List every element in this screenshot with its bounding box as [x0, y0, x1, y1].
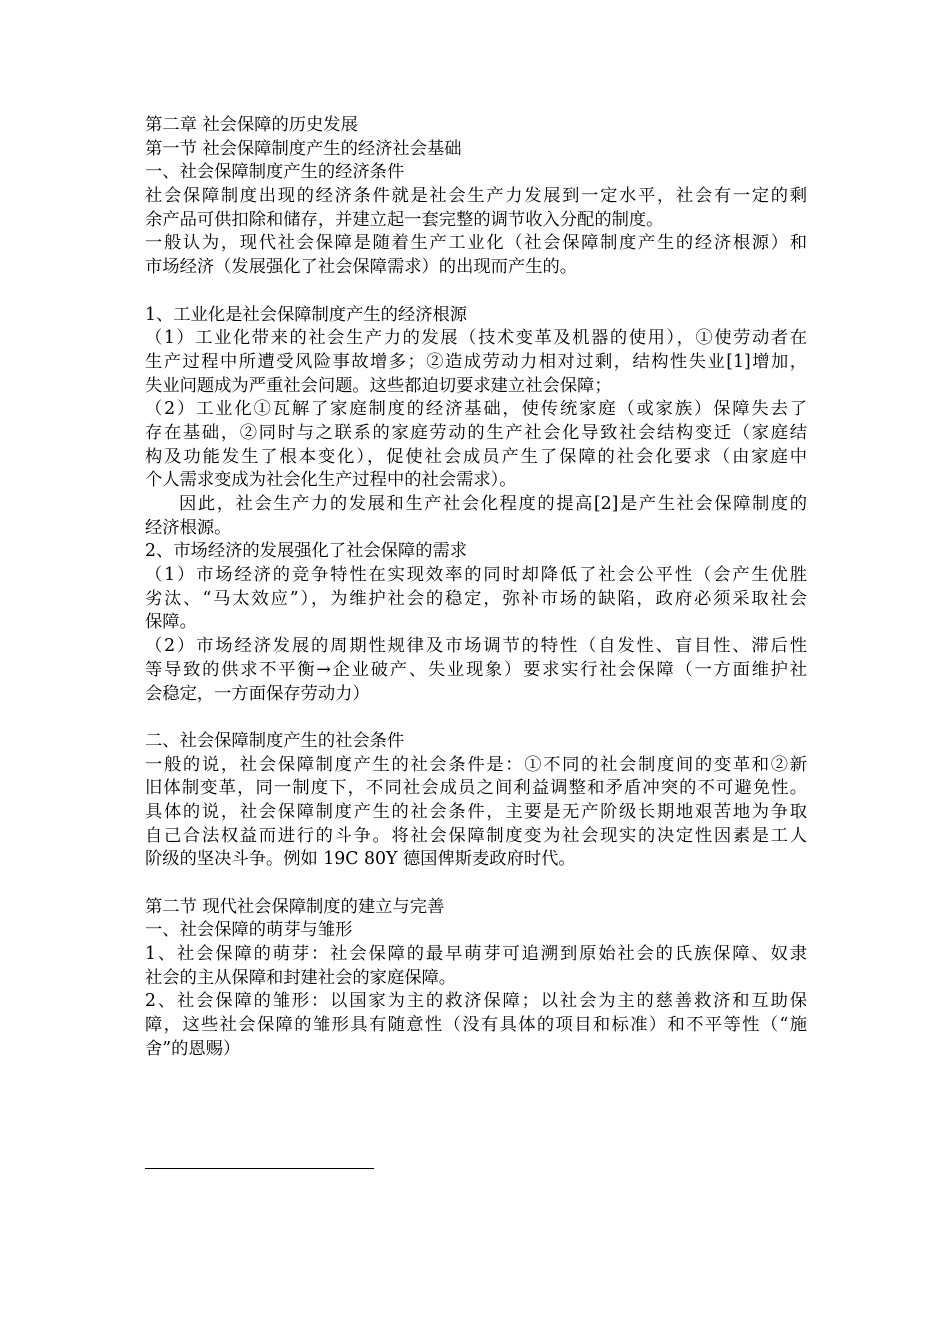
text-line: 会稳定，一方面保存劳动力） — [145, 683, 370, 704]
text-line: 经济根源。 — [145, 517, 232, 538]
text-line: 具体的说，社会保障制度产生的社会条件，主要是无产阶级长期地艰苦地为争取 — [145, 801, 807, 822]
text-line: 等导致的供求不平衡→企业破产、失业现象）要求实行社会保障（一方面维护社 — [145, 659, 807, 680]
text-line: 保障。 — [145, 612, 197, 633]
text-line: （2）市场经济发展的周期性规律及市场调节的特性（自发性、盲目性、滞后性 — [145, 636, 807, 657]
text-line: 一般的说，社会保障制度产生的社会条件是：①不同的社会制度间的变革和②新 — [145, 754, 807, 775]
text-line: 一般认为，现代社会保障是随着生产工业化（社会保障制度产生的经济根源）和 — [145, 233, 807, 254]
text-line: 劣汰、“马太效应”），为维护社会的稳定，弥补市场的缺陷，政府必须采取社会 — [145, 588, 807, 609]
text-line: （1）工业化带来的社会生产力的发展（技术变革及机器的使用），①使劳动者在 — [145, 328, 807, 349]
text-line: 市场经济（发展强化了社会保障需求）的出现而产生的。 — [145, 257, 578, 278]
text-line: 障，这些社会保障的雏形具有随意性（没有具体的项目和标准）和不平等性（“施 — [145, 1015, 807, 1036]
text-line: 一、社会保障的萌芽与雏形 — [145, 920, 353, 941]
text-line: 构及功能发生了根本变化），促使社会成员产生了保障的社会化要求（由家庭中 — [145, 446, 807, 467]
text-line: 舍”的恩赐） — [145, 1038, 241, 1059]
document-page — [145, 114, 807, 1062]
blank-line — [145, 706, 807, 730]
text-line: 社会保障制度出现的经济条件就是社会生产力发展到一定水平，社会有一定的剩 — [145, 186, 807, 207]
text-line: 第二节 现代社会保障制度的建立与完善 — [145, 896, 445, 917]
text-line: 2、市场经济的发展强化了社会保障的需求 — [145, 541, 468, 562]
text-line: 旧体制变革，同一制度下，不同社会成员之间利益调整和矛盾冲突的不可避免性。 — [145, 778, 807, 799]
text-line: 失业问题成为严重社会问题。这些都迫切要求建立社会保障； — [145, 375, 612, 396]
text-line: 社会的主从保障和封建社会的家庭保障。 — [145, 967, 457, 988]
text-line: 个人需求变成为社会化生产过程中的社会需求）。 — [145, 470, 517, 491]
text-line: 第二章 社会保障的历史发展 — [145, 115, 358, 135]
text-line: 自己合法权益而进行的斗争。将社会保障制度变为社会现实的决定性因素是工人 — [145, 825, 807, 846]
footnote-separator — [145, 1168, 374, 1169]
text-line: （2）工业化①瓦解了家庭制度的经济基础，使传统家庭（或家族）保障失去了 — [145, 399, 807, 420]
text-line: 因此，社会生产力的发展和生产社会化程度的提高[2]是产生社会保障制度的 — [179, 494, 807, 514]
text-line: 生产过程中所遭受风险事故增多；②造成劳动力相对过剩，结构性失业[1]增加， — [145, 351, 807, 372]
text-line: 二、社会保障制度产生的社会条件 — [145, 730, 405, 751]
blank-line — [145, 280, 807, 304]
text-line: 2、社会保障的雏形：以国家为主的救济保障；以社会为主的慈善救济和互助保 — [145, 991, 807, 1012]
blank-line — [145, 872, 807, 896]
text-line: 1、工业化是社会保障制度产生的经济根源 — [145, 304, 468, 325]
text-line: 1、社会保障的萌芽：社会保障的最早萌芽可追溯到原始社会的氏族保障、奴隶 — [145, 944, 807, 965]
text-line: （1）市场经济的竞争特性在实现效率的同时却降低了社会公平性（会产生优胜 — [145, 565, 807, 586]
text-line: 一、社会保障制度产生的经济条件 — [145, 162, 405, 183]
text-line: 阶级的坚决斗争。例如 19C 80Y 德国俾斯麦政府时代。 — [145, 849, 576, 870]
text-line: 余产品可供扣除和储存，并建立起一套完整的调节收入分配的制度。 — [145, 209, 664, 230]
text-line: 第一节 社会保障制度产生的经济社会基础 — [145, 138, 462, 159]
text-line: 存在基础，②同时与之联系的家庭劳动的生产社会化导致社会结构变迁（家庭结 — [145, 422, 807, 443]
